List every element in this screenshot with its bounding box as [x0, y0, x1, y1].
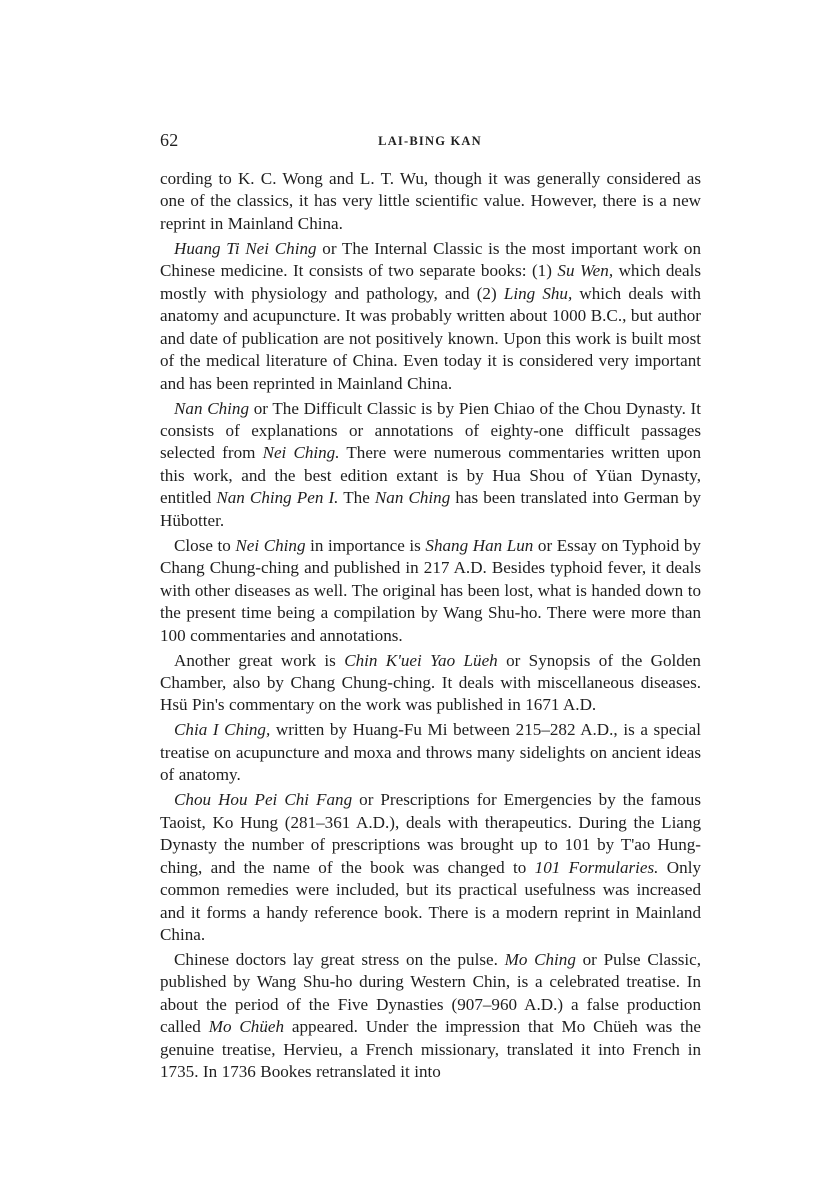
- text-run: in importance is: [305, 535, 426, 555]
- paragraph: [160, 789, 701, 946]
- italic-title: Chin K'uei Yao Lüeh: [344, 650, 498, 670]
- italic-title: Su Wen,: [557, 261, 614, 281]
- text-run: or The Difficult Classic is by Pien Chiao of the Chou Dynasty. It consists of explanations or annotations of eighty-one difficult passages selected from: [160, 398, 701, 463]
- text-run: Another great work is: [174, 650, 345, 670]
- page-number: 62: [160, 130, 179, 150]
- running-head-author: LAI-BING KAN: [378, 134, 482, 148]
- text-run: Only common remedies were included, but its practical usefulness was increased and it forms a handy reference book. There is a modern reprint in Mainland China.: [160, 857, 701, 944]
- italic-title: Nei Ching.: [262, 443, 340, 463]
- text-run: There were numerous commentaries written upon this work, and the best edition extant is by Hua Shou of Yüan Dynasty, entitled: [160, 443, 702, 508]
- italic-title: Nei Ching: [235, 535, 306, 555]
- text-run: written by Huang-Fu Mi between 215–282 A.D., is a special treatise on acupuncture and moxa and throws many sidelights on ancient ideas of anatomy.: [160, 720, 701, 785]
- paragraph: [160, 168, 701, 235]
- italic-title: Ling Shu,: [503, 283, 573, 303]
- italic-title: Nan Ching: [174, 398, 249, 418]
- body-text: [160, 168, 701, 1084]
- paragraph: [160, 949, 701, 1084]
- text-run: Close to: [174, 535, 236, 555]
- text-run: Chinese doctors lay great stress on the pulse.: [174, 949, 505, 969]
- italic-title: Chia I Ching,: [174, 720, 271, 740]
- text-run: which deals mostly with physiology and pathology, and (2): [160, 261, 701, 303]
- paragraph: [160, 535, 701, 647]
- text-run: or Synopsis of the Golden Chamber, also by Chang Chung-ching. It deals with miscellaneous diseases. Hsü Pin's commentary on the work was published in 1671 A.D.: [160, 650, 701, 715]
- paragraph: [160, 398, 701, 533]
- italic-title: Huang Ti Nei Ching: [174, 238, 317, 258]
- italic-title: Chou Hou Pei Chi Fang: [174, 790, 353, 810]
- text-run: or Prescriptions for Emergencies by the famous Taoist, Ko Hung (281–361 A.D.), deals with therapeutics. During the Liang Dynasty the number of prescriptions was brought up to 101 by T'ao Hung-ching, and the name of the book was changed to: [160, 790, 701, 877]
- italic-title: Nan Ching Pen I.: [216, 488, 339, 508]
- text-run: cording to K. C. Wong and L. T. Wu, though it was generally considered as one of the classics, it has very little scientific value. However, there is a new reprint in Mainland China.: [160, 169, 701, 233]
- text-run: or Essay on Typhoid by Chang Chung-ching and published in 217 A.D. Besides typhoid fever, it deals with other diseases as well. The original has been lost, what is handed down to the present time being a compilation by Wang Shu-ho. There were more than 100 commentaries and annotations.: [160, 535, 701, 645]
- text-run: appeared. Under the impression that Mo Chüeh was the genuine treatise, Hervieu, a French missionary, translated it into French in 1735. In 1736 Bookes retranslated it into: [160, 1017, 702, 1082]
- italic-title: 101 Formularies.: [534, 857, 659, 877]
- text-run: or The Internal Classic is the most important work on Chinese medicine. It consists of two separate books: (1): [160, 238, 701, 281]
- italic-title: Nan Ching: [374, 488, 451, 508]
- text-run: or Pulse Classic, published by Wang Shu-ho during Western Chin, is a celebrated treatise. In about the period of the Five Dynasties (907–960 A.D.) a false production called: [160, 949, 702, 1037]
- paragraph: [160, 238, 701, 395]
- text-run: has been translated into German by Hübotter.: [160, 488, 701, 530]
- paragraph: [160, 719, 701, 786]
- text-run: which deals with anatomy and acupuncture. It was probably written about 1000 B.C., but author and date of publication are not positively known. Upon this work is built most of the medical literature of China. Even today it is considered very important and has been reprinted in Mainland China.: [160, 283, 701, 393]
- text-run: The: [338, 488, 375, 508]
- italic-title: Shang Han Lun: [425, 535, 534, 555]
- italic-title: Mo Chüeh: [208, 1017, 285, 1037]
- paragraph: [160, 650, 701, 717]
- italic-title: Mo Ching: [504, 949, 576, 969]
- running-head: [160, 130, 700, 156]
